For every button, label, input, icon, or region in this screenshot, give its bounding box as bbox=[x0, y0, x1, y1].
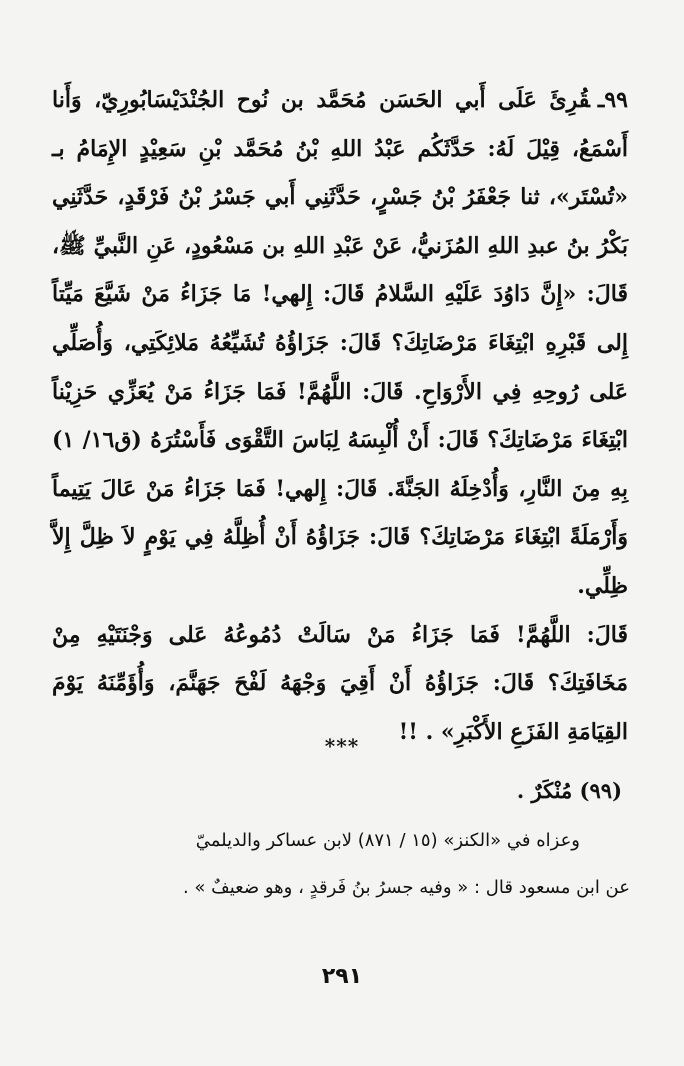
hadith-paragraph-2: قَالَ: اللَّهُمَّ! فَمَا جَزَاءُ مَنْ سَالَتْ دُمُوعُهُ عَلى وَجْنَتَيْهِ مِنْ مَخَافَتِكَ؟ قَالَ: جَزَاؤُهُ أَنْ أَقِيَ وَجْهَهُ لَفْحَ جَهَنَّمَ، وَأُؤَمِّنَهُ يَوْمَ القِيَامَةِ الفَزَعِ الأَكْبَرِ» . !! bbox=[52, 621, 628, 745]
page-number: ٢٩١ bbox=[321, 964, 363, 989]
hadith-number: ٩٩ـ bbox=[597, 87, 628, 113]
footnote-line-2: عن ابن مسعود قال : « وفيه جسرُ بنُ فَرقدٍ ، وهو ضعيفٌ » . bbox=[182, 877, 630, 898]
footnote-heading: (٩٩) مُنْكَرٌ . bbox=[516, 778, 622, 803]
footnote-line-1: وعزاه في «الكنز» (١٥ / ٨٧١) لابن عساكر والديلميّ bbox=[195, 830, 580, 851]
footnotes bbox=[50, 772, 630, 911]
hadith-paragraph-1 bbox=[52, 76, 628, 611]
section-separator: *** bbox=[324, 734, 360, 758]
hadith-body-1: قُرِئَ عَلَى أَبي الحَسَن مُحَمَّد بن نُوح الجُنْدَيْسَابُورِيّ، وَأَنا أَسْمَعُ، قِيْلَ لَهُ: حَدَّثَكُم عَبْدُ اللهِ بْنُ مُحَمَّد بْنِ سَعِيْدٍ الإِمَامُ بـ «تُسْتَر»، ثنا جَعْفَرُ بْنُ جَسْرٍ، حَدَّثَنِي أَبي جَسْرُ بْنُ فَرْقَدٍ، حَدَّثَنِي بَكْرُ بنُ عبدِ اللهِ المُزَنيُّ، عَنْ عَبْدِ اللهِ بن مَسْعُودٍ، عَنِ النَّبيِّ ﷺ، قَالَ: «إِنَّ دَاوُدَ عَلَيْهِ السَّلامُ قَالَ: إِلهي! مَا جَزَاءُ مَنْ شَيَّعَ مَيِّتاً إِلى قَبْرِهِ ابْتِغَاءَ مَرْضَاتِكَ؟ قَالَ: جَزَاؤُهُ تُشَيِّعُهُ مَلائِكَتِي، وَأُصَلِّي عَلى رُوحِهِ فِي الأَرْوَاحِ. قَالَ: اللَّهُمَّ! فَمَا جَزَاءُ مَنْ يُعَزِّي حَزِيْناً ابْتِغَاءَ مَرْضَاتِكَ؟ قَالَ: أَنْ أُلْبِسَهُ لِبَاسَ التَّقْوَى فَأَسْتُرَهُ (ق١٦/ ١) بِهِ مِنَ النَّارِ، وَأُدْخِلَهُ الجَنَّةَ. قَالَ: إِلهي! فَمَا جَزَاءُ مَنْ عَالَ يَتِيماً وَأَرْمَلَةً ابْتِغَاءَ مَرْضَاتِكَ؟ قَالَ: جَزَاؤُهُ أَنْ أُظِلَّهُ فِي يَوْمٍ لاَ ظِلَّ إِلاَّ ظِلِّي. bbox=[52, 87, 628, 599]
footnote-body bbox=[50, 817, 630, 911]
hadith-text bbox=[52, 76, 628, 756]
